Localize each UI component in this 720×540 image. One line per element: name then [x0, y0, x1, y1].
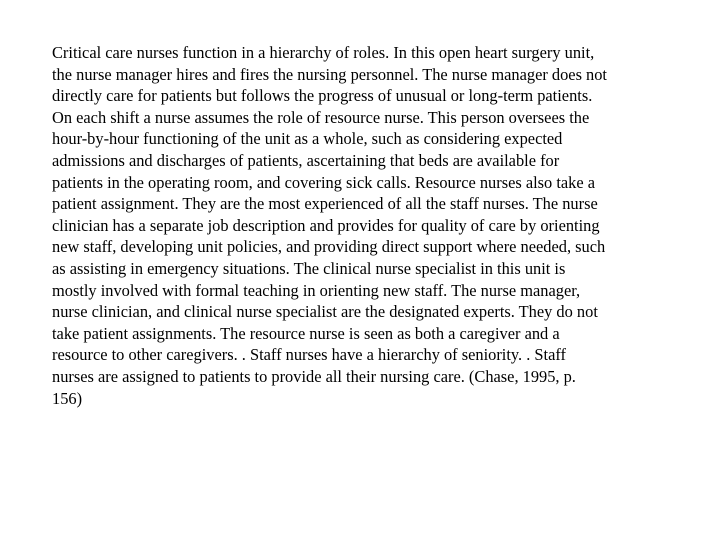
quote-paragraph: Critical care nurses function in a hierarchy of roles. In this open heart surgery unit, the nurse manager hires and fires the nursing personnel. The nurse manager does not directly care for patients but follows the progress of unusual or long-term patients. On each shift a nurse assumes the role of resource nurse. This person oversees the hour-by-hour functioning of the unit as a whole, such as considering expected admissions and discharges of patients, ascertaining that beds are available for patients in the operating room, and covering sick calls. Resource nurses also take a patient assignment. They are the most experienced of all the staff nurses. The nurse clinician has a separate job description and provides for quality of care by orienting new staff, developing unit policies, and providing direct support where needed, such as assisting in emergency situations. The clinical nurse specialist in this unit is mostly involved with formal teaching in orienting new staff. The nurse manager, nurse clinician, and clinical nurse specialist are the designated experts. They do not take patient assignments. The resource nurse is seen as both a caregiver and a resource to other caregivers. . Staff nurses have a hierarchy of seniority. . Staff nurses are assigned to patients to provide all their nursing care. (Chase, 1995, p. 156): [52, 43, 607, 408]
